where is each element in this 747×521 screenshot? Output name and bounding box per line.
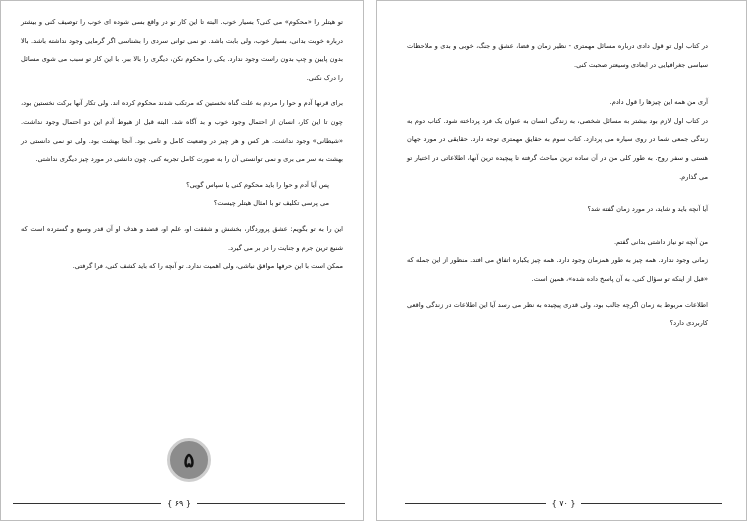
paragraph: پس آیا آدم و حوا را باید محکوم کنی یا سپاس گویی؟ [186, 180, 329, 189]
paragraph: زمانی وجود ندارد. همه چیز به طور همزمان وجود دارد. همه چیز یکباره اتفاق می افتد. منظور از این جمله که «قبل از اینکه تو سؤال کنی، به آن پاسخ داده شده»، همین است. [407, 256, 708, 283]
left-page-footer [13, 496, 345, 510]
footer-rule [405, 503, 546, 504]
footer-rule [197, 503, 345, 504]
paragraph: برای قرنها آدم و حوا را مردم به علت گناه نخستین که مرتکب شدند محکوم کرده اند. ولی تکار آنها برکت نخستین بود، چون تا این کار، انسان از احتمال وجود خوب و بد آگاه شد. البته قبل از هبوط آدم این دو احتمال وجود نداشت. «شیطانی» وجود نداشت. هر کس و هر چیز در وضعیت کامل و تامی بود. آنجا بهشت بود. ولی تو نمی دانستی در بهشت به سر می بری و نمی توانستی آن را به صورت کامل تجربه کنی. چون دانشی در مورد چیز دیگری نداشتی. [21, 99, 343, 164]
left-page-number: { ۶۹ } [161, 499, 197, 508]
chapter-number-badge [167, 438, 211, 482]
chapter-number: ۵ [183, 448, 195, 472]
paragraph: تو هیتلر را «محکوم» می کنی؟ بسیار خوب. البته تا این کار تو در واقع بسی شوده ای خوب را توصیف کنی و بیشتر درباره خوبت بدانی، بسیار خوب، ولی بابت باشد. تو نمی توانی سردی را بشناسی اگر گرمایی وجود نداشته باشد. بالا بدون پایین و چپ بدون راست وجود ندارد. یکی را محکوم نکن، دیگری را بالا ببر. با این کار تو سبب می شوی مسائل را درک نکنی. [21, 18, 343, 82]
paragraph: من آنچه تو نیاز داشتی بدانی گفتم. [613, 237, 708, 246]
footer-rule [581, 503, 722, 504]
right-page-footer [405, 496, 722, 510]
paragraph: اطلاعات مربوط به زمان اگرچه جالب بود، ولی قدری پیچیده به نظر می رسد آیا این اطلاعات در زندگی واقعی کاربردی دارد؟ [407, 300, 708, 328]
left-page [0, 0, 364, 521]
right-page-number: { ۷۰ } [546, 499, 582, 508]
paragraph: ممکن است با این حرفها موافق نباشی، ولی اهمیت ندارد. تو آنچه را که باید کشف کنی، فرا گرفتی. [72, 262, 343, 271]
paragraph: در کتاب اول تو قول دادی درباره مسائل مهمتری - نظیر زمان و فضا، عشق و جنگ، خوبی و بدی و ملاحظات سیاسی جغرافیایی در ابعادی وسیعتر صحبت کنی. [407, 42, 708, 69]
paragraph: در کتاب اول لازم بود بیشتر به مسائل شخصی، به زندگی انسان به عنوان یک فرد پرداخته شود. کتاب دوم به زندگی جمعی شما در روی سیاره می پردازد. کتاب سوم به حقایق مهمتری توجه دارد. حقایقی در مورد جهان هستی و سفر روح. به طور کلی من در آن ساده ترین مباحث گرفته تا پیچیده ترین آنها، اطلاعاتی در اختیار تو می گذارم. [407, 116, 708, 181]
left-page-text [21, 13, 343, 276]
paragraph: آیا آنچه باید و شاید، در مورد زمان گفته شد؟ [587, 205, 708, 214]
right-page-text [407, 37, 708, 333]
paragraph: می پرسی تکلیف تو با امثال هیتلر چیست؟ [213, 199, 329, 208]
paragraph: آری من همه این چیزها را قول دادم. [609, 98, 708, 107]
right-page [376, 0, 747, 521]
paragraph: این را به تو بگویم: عشق پروردگار، بخشش و شفقت او، علم او، قصد و هدف او آن قدر وسیع و گسترده است که شنیع ترین جرم و جنایت را در بر می گیرد. [21, 224, 343, 252]
book-spine [364, 0, 376, 521]
footer-rule [13, 503, 161, 504]
